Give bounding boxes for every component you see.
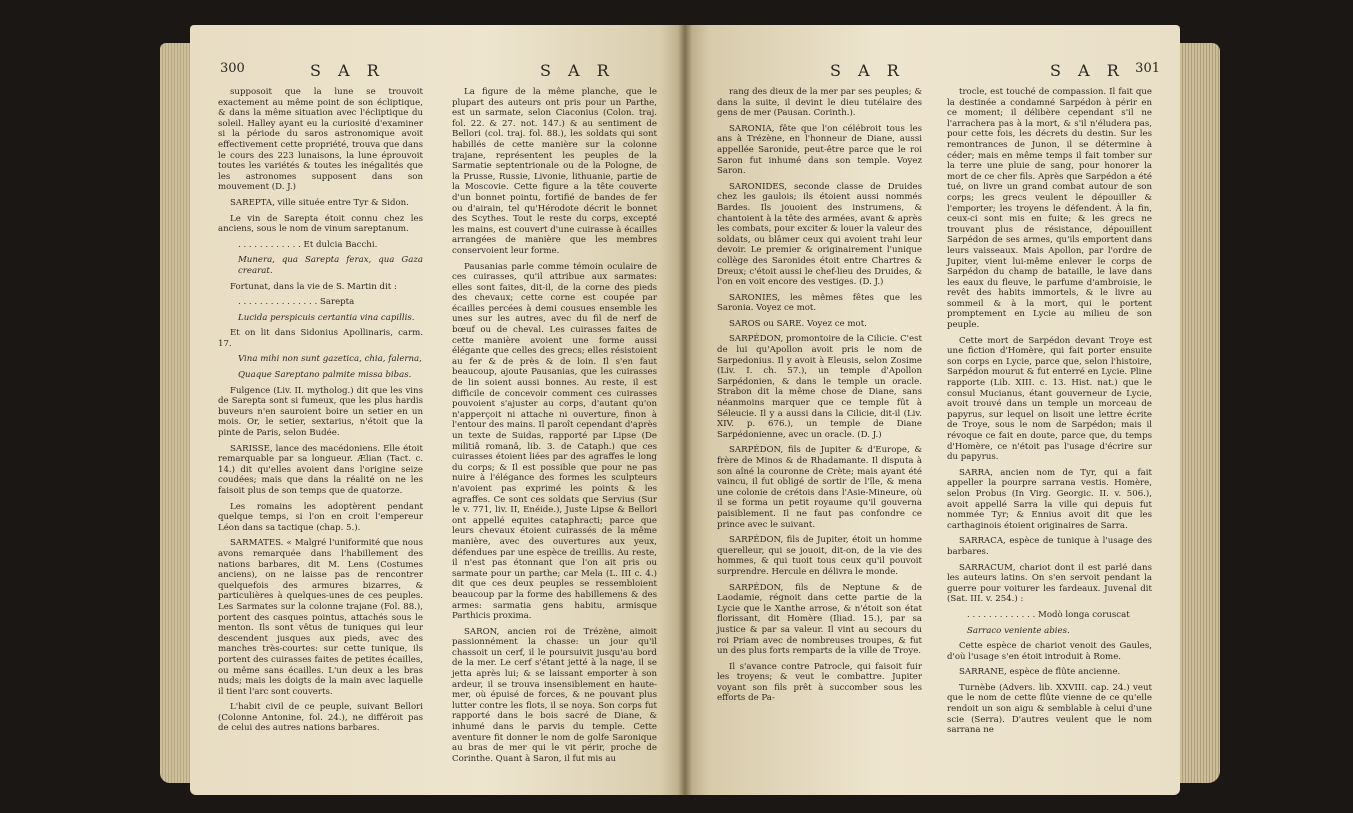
paragraph: rang des dieux de la mer par ses peuples; & dans la suite, il devint le dieu tutélaire des gens de mer (Pausan. Corinth.). (717, 87, 922, 119)
left-column-1 (218, 87, 423, 739)
paragraph: SARONIA, fête que l'on célébroit tous les ans à Trézène, en l'honneur de Diane, aussi appellée Saronide, peut-être parce que le roi Saron fut inhumé dans son temple. Voyez Saron. (717, 123, 922, 177)
paragraph: SARPÉDON, fils de Neptune & de Laodamie, régnoit dans cette partie de la Lycie que le Xanthe arrose, & n'étoit son état florissant, dit Homère (Iliad. 15.), par sa justice & par sa valeur. Il vint au secours du roi Priam avec de nombreuses troupes, & fut un des plus forts remparts de la ville de Troye. (717, 582, 922, 657)
paragraph: Fulgence (Liv. II. mytholog.) dit que les vins de Sarepta sont si fumeux, que les plus hardis buveurs n'en sauroient boire un setier en un mois. Or, le setier, sextarius, n'étoit que la pinte de Paris, selon Budée. (218, 385, 423, 439)
paragraph: Il s'avance contre Patrocle, qui faisoit fuir les troyens; & veut le combattre. Jupiter voyant son fils prêt à succomber sous les efforts de Pa- (717, 661, 922, 704)
right-page-header (705, 61, 1160, 83)
paragraph: Le vin de Sarepta étoit connu chez les anciens, sous le nom de vinum sareptanum. (218, 213, 423, 235)
paragraph: SARPÉDON, fils de Jupiter, étoit un homme querelleur, qui se jouoit, dit-on, de la vie des hommes, & qui tuoit tous ceux qu'il pouvoit surprendre. Hercule en délivra le monde. (717, 535, 922, 577)
paragraph: SARISSE, lance des macédoniens. Elle étoit remarquable par sa longueur. Ælian (Tact. c. 14.) dit qu'elles avoient dans l'origine seize coudées; mais que dans la réalité on ne les faisoit plus de son temps que de quatorze. (218, 443, 423, 496)
left-page (190, 25, 685, 795)
paragraph: Quaque Sareptano palmite missa bibas. (238, 370, 412, 381)
paragraph: SAROS ou SARE. Voyez ce mot. (729, 318, 867, 329)
paragraph: Vina mihi non sunt gazetica, chia, falerna, (238, 354, 422, 365)
paragraph: Fortunat, dans la vie de S. Martin dit : (230, 281, 397, 292)
paragraph: SARON, ancien roi de Trézène, aimoit passionnément la chasse: un jour qu'il chassoit un cerf, il le poursuivit jusqu'au bord de la mer. Le cerf s'étant jetté à la nage, il se jetta après lui; & se laissant emporter à son ardeur, il se trouva insensiblement en haute-mer, où épuisé de forces, & ne pouvant plus lutter contre les flots, il se noya. Son corps fut rapporté dans le bois sacré de Diane, & inhumé dans le parvis du temple. Cette aventure fit donner le nom de golfe Saronique au bras de mer qui le vit périr, proche de Corinthe. Quant à Saron, il fut mis au (452, 626, 657, 764)
right-column-1 (717, 87, 922, 709)
paragraph: La figure de la même planche, que le plupart des auteurs ont pris pour un Parthe, est un sarmate, selon Ciaconius (Colon. traj. fol. 22. & 27. not. 147.) & au sentiment de Bellori (col. traj. fol. 88.), les soldats qui sont habillés de cette manière sur la colonne trajane, représentent les peuples de la Sarmatie septentrionale ou de la Pologne, de la Prusse, Russie, Livonie, lithuanie, partie de la Moscovie. Cette figure a la tête couverte d'un bonnet pointu, fortifié de bandes de fer ou d'airain, tel qu'Hérodote décrit le bonnet des Scythes. Tout le reste du corps, excepté les mains, est couvert d'une cuirasse à écailles arrangées de manière que les membres conservoient leur forme. (452, 87, 657, 256)
paragraph: Cette mort de Sarpédon devant Troye est une fiction d'Homère, qui fait porter ensuite son corps en Lycie, parce que, selon l'histoire, Sarpédon mourut & fut enterré en Lycie. Pline rapporte (Lib. XIII. c. 13. Hist. nat.) que le consul Mucianus, étant gouverneur de Lycie, avoit trouvé dans un temple un morceau de papyrus, sur lequel on lisoit une lettre écrite de Troye, sous le nom de Sarpédon; mais il révoque ce fait en doute, parce que, du temps d'Homère, ce n'étoit pas l'usage d'écrire sur du papyrus. (947, 335, 1152, 463)
paragraph: . . . . . . . . . . . . . Modò longa coruscat (967, 609, 1130, 620)
paragraph: SARONIES, les mêmes fêtes que les Saronia. Voyez ce mot. (717, 292, 922, 314)
paragraph: supposoit que la lune se trouvoit exactement au même point de son écliptique, & dans la même situation avec l'écliptique du soleil. Halley ayant eu la curiosité d'examiner si la période du saros astronomique avoit effectivement cette propriété, trouva que dans le cours des 223 lunaisons, la lune éprouvoit toutes les variétés & toutes les inégalités que les astronomes supposent dans son mouvement (D. J.) (218, 87, 423, 193)
right-page (685, 25, 1180, 795)
paragraph: SARONIDES, seconde classe de Druides chez les gaulois; ils étoient aussi nommés Bardes. Ils jouoient des instrumens, & chantoient à la tête des armées, avant & après les combats, pour exciter & louer la valeur des soldats, ou blâmer ceux qui avoient trahi leur devoir. Le premier & originairement l'unique collège des Saronides étoit entre Chartres & Dreux; c'étoit aussi le chef-lieu des Druides, & l'on en voit encore des vestiges. (D. J.) (717, 181, 922, 288)
paragraph: L'habit civil de ce peuple, suivant Bellori (Colonne Antonine, fol. 24.), ne différoit pas de celui des autres nations barbares. (218, 702, 423, 734)
paragraph: Lucida perspicuis certantia vina capillis. (238, 312, 415, 323)
paragraph: Sarraco veniente abies. (967, 625, 1070, 636)
paragraph: SARMATES. « Malgré l'uniformité que nous avons remarquée dans l'habillement des nations barbares, dit M. Lens (Costumes anciens), on ne laisse pas de rencontrer quelquefois des armures bizarres, & particulières à quelques-unes de ces peuples. Les Sarmates sur la colonne trajane (Fol. 88.), portent des casques pointus, attachés sous le menton. Ils sont vêtus de tuniques qui leur descendent jusques aux pieds, avec des manches très-courtes: sur cette tunique, ils portent des cuirasses faites de petites écailles, ou même sans écailles. L'un deux a les bras nuds; mais les doigts de la main avec laquelle il tient l'arc sont couverts. (218, 538, 423, 697)
paragraph: . . . . . . . . . . . . . . . Sarepta (238, 297, 355, 308)
running-head-col2: S A R (540, 61, 615, 80)
paragraph: Munera, qua Sarepta ferax, qua Gaza crearat. (238, 255, 423, 276)
paragraph: Turnèbe (Advers. lib. XXVIII. cap. 24.) veut que le nom de cette flûte vienne de ce qu'elle rendoit un son aigu & semblable à celui d'une scie (Serra). D'autres veulent que le nom sarrana ne (947, 682, 1152, 736)
left-page-header (210, 61, 665, 83)
page-number: 300 (220, 61, 245, 76)
paragraph: Cette espèce de chariot venoit des Gaules, d'où l'usage s'en étoit introduit à Rome. (947, 641, 1152, 662)
page-number: 301 (1135, 61, 1160, 76)
paragraph: SARRACA, espèce de tunique à l'usage des barbares. (947, 536, 1152, 557)
running-head: S A R (830, 61, 905, 80)
paragraph: trocle, est touché de compassion. Il fait que la destinée a condamné Sarpédon à périr en ce moment; il délibère cependant s'il ne l'arrachera pas à la mort, & s'il n'éludera pas, pour cette fois, les décrets du destin. Sur les remontrances de Junon, il se détermine à céder; mais en même temps il fait tomber sur la terre une pluie de sang, pour honorer la mort de ce cher fils. Après que Sarpédon a été tué, on livre un grand combat autour de son corps; les grecs veulent le dépouiller & l'emporter; les troyens le défendent. À la fin, ceux-ci sont mis en fuite; & les grecs ne trouvant plus de résistance, dépouillent Sarpédon de ses armes, qu'ils emportent dans leurs vaisseaux. Mais Apollon, par l'ordre de Jupiter, vient lui-même enlever le corps de Sarpédon du champ de bataille, le lave dans les eaux du fleuve, le parfume d'ambroisie, le revêt des habits immortels, & le livre au sommeil & à la mort, qui le portent promptement en Lycie au milieu de son peuple. (947, 87, 1152, 331)
open-book (190, 25, 1180, 795)
paragraph: . . . . . . . . . . . . Et dulcia Bacchi. (238, 239, 378, 250)
running-head: S A R (310, 61, 385, 80)
paragraph: SARRACUM, chariot dont il est parlé dans les auteurs latins. On s'en servoit pendant la guerre pour voiturer les fardeaux. Juvenal dit (Sat. III. v. 254.) : (947, 562, 1152, 605)
paragraph: SARPÉDON, fils de Jupiter & d'Europe, & frère de Minos & de Rhadamante. Il disputa à son aîné la couronne de Crète; mais ayant été vaincu, il fut obligé de sortir de l'île, & mena une colonie de crétois dans l'Asie-Mineure, où il se forma un petit royaume qu'il gouverna paisiblement. Il ne faut pas confondre ce prince avec le suivant. (717, 445, 922, 530)
paragraph: Pausanias parle comme témoin oculaire de ces cuirasses, qu'il attribue aux sarmates: elles sont faites, dit-il, de la corne des pieds des chevaux; cette corne est coupée par écailles percées à demi cousues ensemble les unes sur les autres, avec du fil de nerf de bœuf ou de cheval. Les cuirasses faites de cette manière avoient une forme aussi élégante que celles des grecs; elles résistoient au fer & de près & de loin. Il s'en faut beaucoup, ajoute Pausanias, que les cuirasses de lin soient aussi bonnes. Au reste, il est difficile de concevoir comment ces cuirasses pouvoient s'ajuster au corps, d'autant qu'on n'apperçoit ni attache ni ouverture, finon à l'entour des mains. Il paroît cependant d'après un texte de Suidas, rapporté par Lipse (De militiâ romanâ, lib. 3. de Cataph.) que ces cuirasses étoient liées par des agraffes le long du corps; & Il est possible que pour ne pas nuire à l'élégance des formes les sculpteurs n'avoient pas exprimé les points & les agraffes. Ce sont ces soldats que Servius (Sur le v. 771, liv. II, Enéide.), Juste Lipse & Bellori ont appellé equites cataphracti; parce que leurs chevaux étoient cuirassés de la même manière, avec des ouvertures aux yeux, défendues par une espèce de treillis. Au reste, il n'est pas étonnant que l'on ait pris ou sarmate pour un parthe; car Mela (L. III c. 4.) dit que ces deux peuples se ressembloient beaucoup par la forme des habillemens & des armes: sarmatia gens habitu, armisque Parthicis proxima. (452, 261, 657, 622)
paragraph: SARRA, ancien nom de Tyr, qui a fait appeller la pourpre sarrana vestis. Homère, selon Probus (In Virg. Georgic. II. v. 506.), avoit appellé Sarra la ville qui depuis fut nommée Tyr; & Ennius avoit dit que les carthaginois étoient originaires de Sarra. (947, 467, 1152, 531)
right-column-2 (947, 87, 1152, 741)
paragraph: SARRANE, espèce de flûte ancienne. (959, 667, 1121, 678)
paragraph: Et on lit dans Sidonius Apollinaris, carm. 17. (218, 328, 423, 349)
book-gutter (678, 25, 692, 795)
running-head-col2: S A R (1050, 61, 1125, 80)
paragraph: SARPÉDON, promontoire de la Cilicie. C'est de lui qu'Apollon avoit pris le nom de Sarpedonius. Il y avoit à Eleusis, selon Zosime (Liv. I. ch. 57.), un temple d'Apollon Sarpédonien, & dans le temple un oracle. Strabon dit la même chose de Diane, sans néanmoins marquer que ce temple fût à Séleucie. Il y a aussi dans la Cilicie, dit-il (Liv. XIV. p. 676.), un temple de Diane Sarpédonienne, avec un oracle. (D. J.) (717, 334, 922, 440)
paragraph: Les romains les adoptèrent pendant quelque temps, si l'on en croit l'empereur Léon dans sa tactique (chap. 5.). (218, 501, 423, 533)
paragraph: SAREPTA, ville située entre Tyr & Sidon. (230, 197, 409, 208)
left-column-2 (452, 87, 657, 769)
